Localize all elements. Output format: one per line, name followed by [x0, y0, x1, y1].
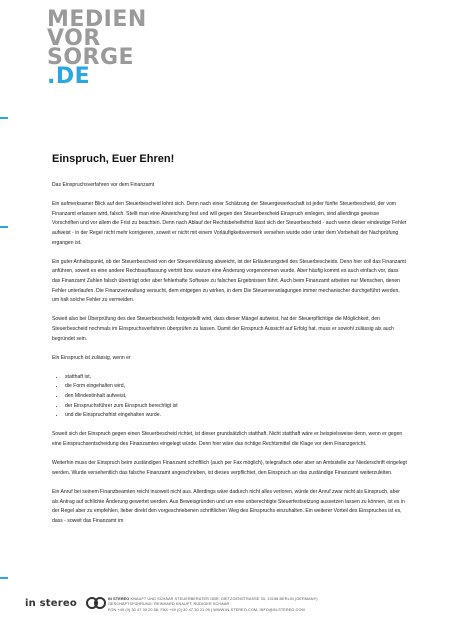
page-footer: [0, 590, 453, 640]
paragraph: Ein Einspruch ist zulässig, wenn er: [52, 354, 131, 361]
paragraph: Weiterhin muss der Einspruch beim zuständigen Finanzamt schriftlich (auch per Fax möglich), telegrafisch oder aber an Amtsstelle zur Niederschrift eingelegt werden. Wurde versehentlich das falsche Finanzamt angeschrieben, ist dieses verpflichtet, den Einspruch an das zuständige Finanzamt weiterzuleiten.: [52, 460, 407, 476]
logo-line-4: .DE: [47, 64, 91, 89]
paragraph: Soweit sich der Einspruch gegen einen Steuerbescheid richtet, ist dieser grundsätzlich statthaft. Nicht statthaft wäre er beispielsweise denn, wenn er gegen eine Einspruchsentscheidung des Finanzamtes eingelegt würde. Denn hier wäre das richtige Rechtsmittel die Klage vor dem Finanzgericht.: [52, 431, 403, 448]
logo-line-2: VOR: [47, 26, 101, 51]
list-item: • den Mindestinhalt aufweist,: [65, 392, 407, 402]
footer-company: IN STEREO: [108, 597, 130, 601]
margin-mark: [0, 577, 8, 579]
paragraph: Soweit also bei Überprüfung des des Steuerbescheids festgestellt wird, dass dieser Mängel aufweist, hat der Steuerpflichtige die Möglichkeit, den Steuerbescheid nochmals im Einspruchsverfahren überprüfen zu lassen. Damit der Einspruch Aussicht auf Erfolg hat, muss er sowohl zulässig als auch begründet sein.: [52, 316, 395, 342]
footer-imprint: [108, 597, 438, 613]
list-item: • die Form eingehalten wird,: [65, 382, 407, 392]
margin-mark: [0, 117, 8, 119]
list-item: • statthaft ist,: [65, 373, 407, 383]
paragraph: Ein guter Anhaltspunkt, ob der Steuerbescheid von der Steuererklärung abweicht, ist der Erläuterungsteil des Steuerbescheids. Denn hier soll das Finanzamt anführen, soweit es eine andere Rechtsauffassung vertritt bzw. warum eine Änderung vorgenommen wurde. Aber häufig kommt es auch einfach vor, dass das Finanzamt Zahlen falsch überträgt oder aber fehlerhafte Software zu falschen Ergebnissen führt. Auch beim Finanzamt arbeiten nur Menschen, denen Fehler unterlaufen. Die Finanzverwaltung versucht, dem entgegen zu wirken, in dem Die Steuerveranlagungen immer mechanischer durchgeführt werden, um halt solche Fehler zu vermeiden.: [52, 258, 406, 304]
conditions-list: [52, 373, 407, 421]
article-body: [52, 181, 407, 536]
in-stereo-logo: in stereo: [25, 598, 77, 609]
footer-management: GESCHÄFTSFÜHRUNG: REINHARD KNAUFT, RÜDIGER SCHAAR: [108, 602, 230, 607]
stereo-rings-icon: [86, 596, 106, 610]
paragraph: Ein Anruf bei seinem Finanzbeamten reicht insoweit nicht aus. Allerdings wäre dadurch nicht alles verloren, würde der Anruf zwar nicht als Einspruch, aber als Antrag auf schlichte Änderung gewertet werden. Aus Beweisgründen und um eine unberechtigte Steuerfestsetzung aussetzen lassen zu können, ist es in der Regel aber zu empfehlen, lieber direkt den vorgeschriebenen schriftlichen Weg des Einspruchs einzuhalten. Ein weiterer Vorteil des Einspruches ist es, dass - soweit das Finanzamt im: [52, 489, 405, 524]
margin-mark: [0, 226, 8, 228]
article-subtitle: Das Einspruchsverfahren vor dem Finanzamt: [52, 182, 155, 188]
footer-address: KNAUFT UND SCHAAR STEUERBERATER GBR, DIETZGENSTRASSE 33, 13156 BERLIN (GERMANY): [130, 597, 318, 601]
list-item: • und die Einspruchsfrist eingehalten wurde.: [65, 411, 407, 421]
logo-line-3: SORGE: [47, 45, 135, 70]
list-item: • der Einspruchsführer zum Einspruch berechtigt ist: [65, 402, 407, 412]
medien-vorsorge-logo: [47, 7, 147, 89]
paragraph: Ein aufmerksamer Blick auf den Steuerbescheid lohnt sich. Denn nach einer Schätzung der Steuergewerkschaft ist jeder fünfte Steuerbescheid, der vom Finanzamt erlassen wird, falsch. Stellt man eine Abweichung fest und will gegen den Steuerbescheid Einspruch einlegen, sind allerdings gewisse Vorschriften und vor allem die Frist zu beachten. Denn nach Ablauf der Rechtsbehelfsfrist lässt sich der Steuerbescheid - auch wenn dieser eindeutige Fehler aufweist - in der Regel nicht mehr korrigieren, soweit er nicht mit einem Vorläufigkeitsvermerk versehen wurde oder unter dem Vorbehalt der Nachprüfung ergangen ist.: [52, 201, 407, 246]
footer-contact: FON +49 (0) 30 47 30 20 56, FAX +49 (0) 30 47 30 21 09 | WWW.IN-STEREO.COM, INFO@IN-STEREO.COM: [108, 607, 305, 612]
logo-line-1: MEDIEN: [47, 7, 147, 32]
article-title: Einspruch, Euer Ehren!: [52, 153, 175, 165]
